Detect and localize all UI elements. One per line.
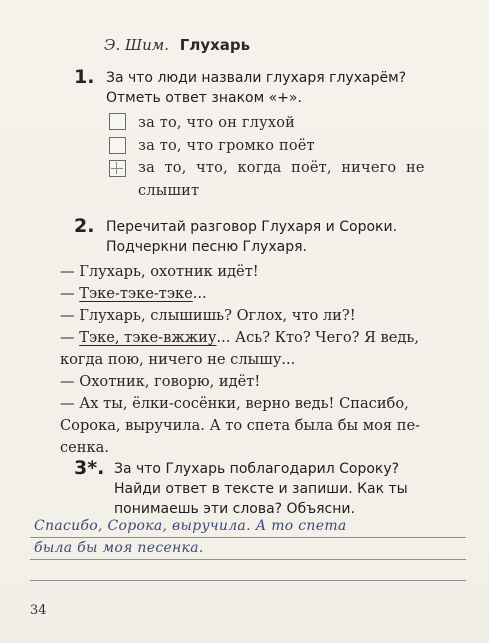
question-1-text-line2: Отметь ответ знаком «+». (106, 90, 302, 106)
dialogue-dash: — (60, 285, 80, 302)
answer-option-1: за то, что он глухой (138, 115, 295, 131)
glukhar-song-underlined-1: Тэке-тэке-тэке (79, 285, 193, 302)
handwritten-answer-line-1: Спасибо, Сорока, выручила. А то спета (34, 518, 347, 534)
answer-rule-3 (30, 580, 466, 581)
dialogue-line-2 (60, 283, 207, 304)
answer-option-3-line2: слышит (138, 183, 200, 199)
question-3-text-line1: За что Глухарь поблагодарил Сороку? (114, 461, 400, 477)
dialogue-line-8: Сорока, выручила. А то спета была бы моя пе- (60, 417, 421, 434)
question-1-text-line1: За что люди назвали глухаря глухарём? (106, 70, 407, 86)
question-3-number: 3*. (74, 457, 105, 479)
answer-checkbox-1[interactable] (109, 113, 126, 130)
story-author: Э. Шим. (104, 36, 169, 54)
dialogue-line-1: — Глухарь, охотник идёт! (60, 263, 259, 280)
question-2-text-line2: Подчеркни песню Глухаря. (106, 239, 307, 255)
question-2-number: 2. (74, 215, 95, 237)
story-title: Глухарь (179, 36, 251, 54)
handwritten-answer-line-2: была бы моя песенка. (34, 540, 204, 556)
dialogue-line-4 (60, 327, 419, 348)
question-1-number: 1. (74, 66, 95, 88)
answer-rule-1 (30, 537, 466, 538)
page-number: 34 (30, 603, 47, 618)
answer-option-3-line1: за то, что, когда поёт, ничего не (138, 160, 425, 176)
answer-checkbox-3-plus-mark[interactable] (109, 160, 126, 177)
dialogue-tail: ... (192, 285, 207, 302)
dialogue-dash: — (60, 329, 80, 346)
dialogue-line-9: сенка. (60, 439, 109, 456)
dialogue-line-6: — Охотник, говорю, идёт! (60, 373, 261, 390)
story-heading (104, 36, 250, 54)
dialogue-line-7: — Ах ты, ёлки-сосёнки, верно ведь! Спасибо, (60, 395, 409, 412)
dialogue-tail: ... Ась? Кто? Чего? Я ведь, (216, 329, 419, 346)
answer-checkbox-2[interactable] (109, 137, 126, 154)
dialogue-line-3: — Глухарь, слышишь? Оглох, что ли?! (60, 307, 356, 324)
answer-option-2: за то, что громко поёт (138, 138, 315, 154)
question-3-text-line2: Найди ответ в тексте и запиши. Как ты (114, 481, 408, 497)
question-2-text-line1: Перечитай разговор Глухаря и Сороки. (106, 219, 398, 235)
question-3-text-line3: понимаешь эти слова? Объясни. (114, 501, 355, 517)
answer-rule-2 (30, 559, 466, 560)
glukhar-song-underlined-2: Тэке, тэке-вжжиу (79, 329, 217, 346)
dialogue-line-5: когда пою, ничего не слышу... (60, 351, 296, 368)
